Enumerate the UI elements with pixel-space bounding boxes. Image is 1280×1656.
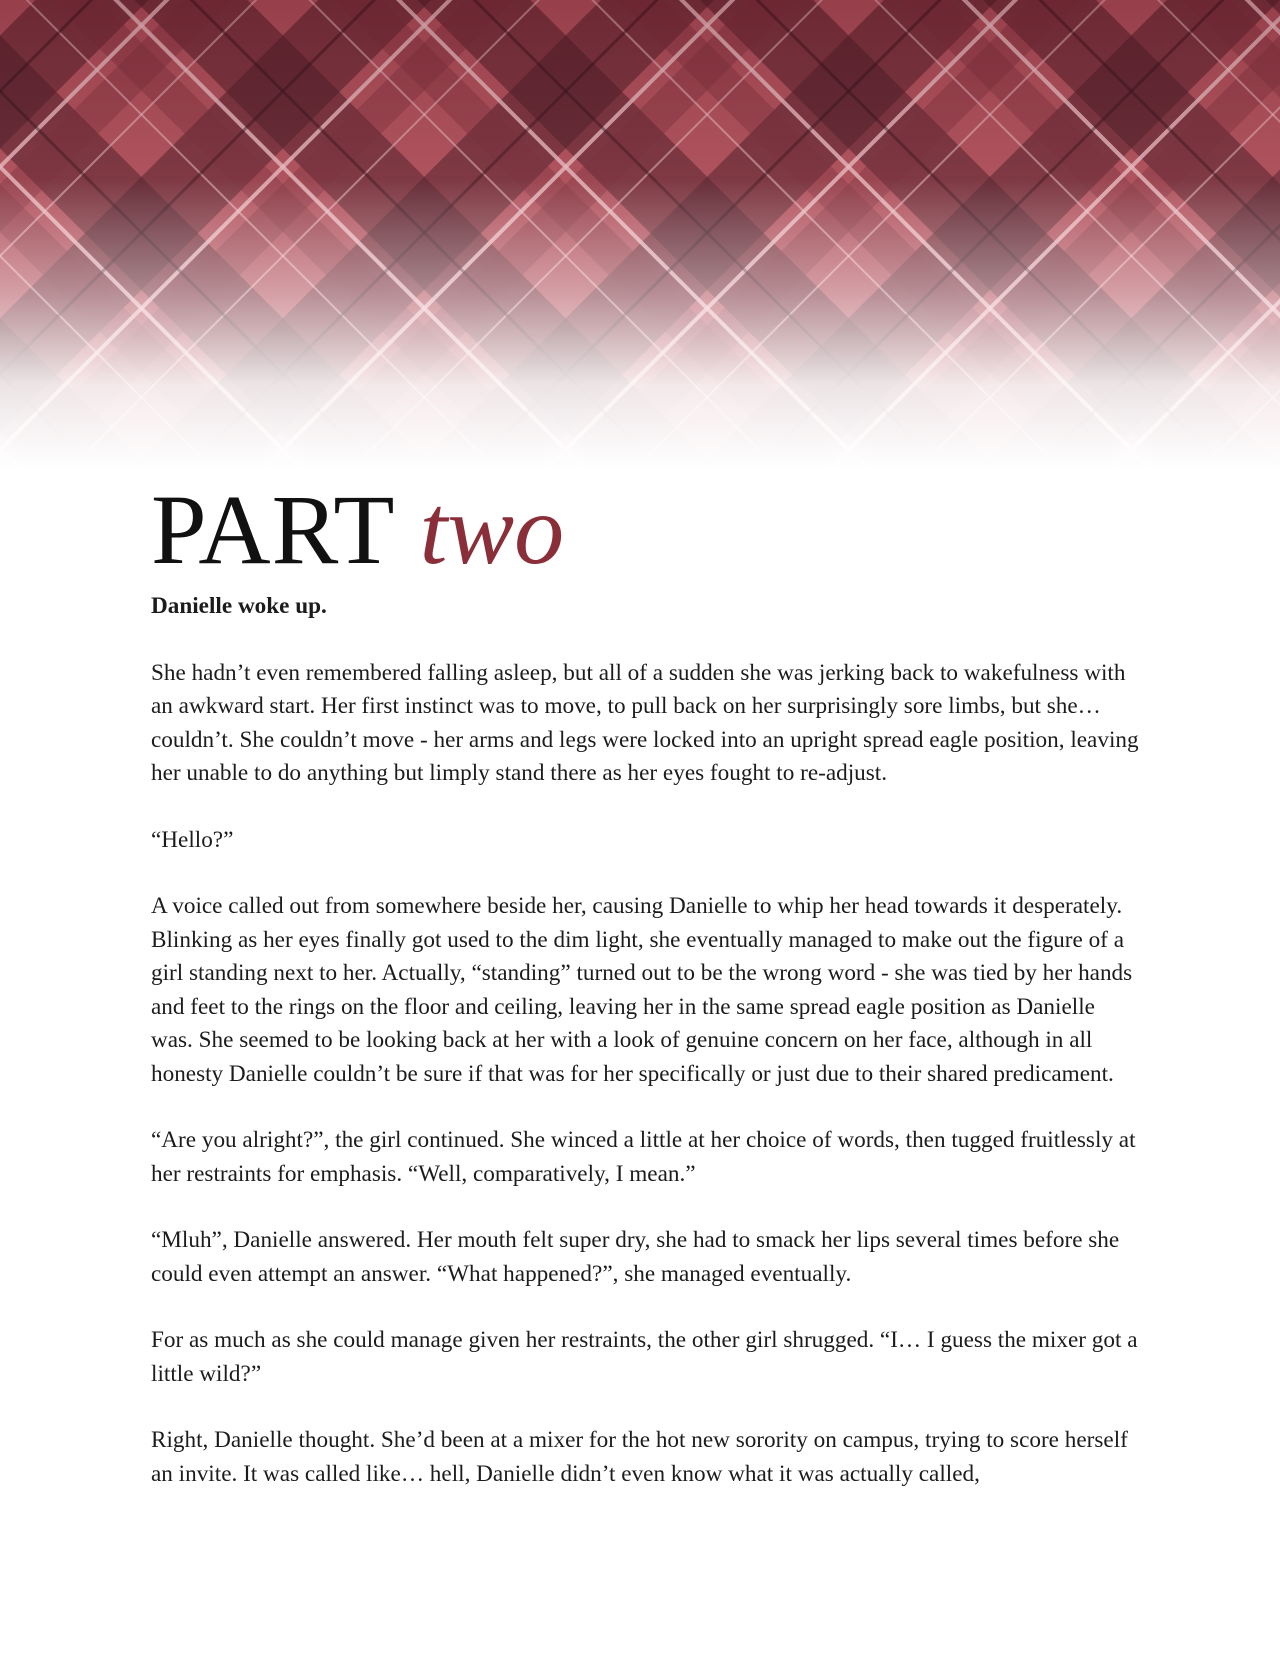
body-paragraph: A voice called out from somewhere beside her, causing Danielle to whip her head towards it desperately. Blinking as her eyes finally got used to the dim light, she eventually managed to make out the figure of a girl standing next to her. Actually, “standing” turned out to be the wrong word - she was tied by her hands and feet to the rings on the floor and ceiling, leaving her in the same spread eagle position as Danielle was. She seemed to be looking back at her with a look of genuine concern on her face, although in all honesty Danielle couldn’t be sure if that was for her specifically or just due to their shared predicament. [151, 893, 1133, 1087]
chapter-title [151, 470, 1141, 590]
chapter-title-word: PART [151, 474, 394, 585]
plaid-header-banner [0, 0, 1280, 470]
page-content [151, 470, 1141, 1524]
chapter-title-accent: two [419, 474, 565, 585]
body-paragraph: “Hello?” [151, 826, 234, 853]
body-paragraph: She hadn’t even remembered falling asleep, but all of a sudden she was jerking back to wakefulness with an awkward start. Her first instinct was to move, to pull back on her surprisingly sore limbs, but she… couldn’t. She couldn’t move - her arms and legs were locked into an upright spread eagle position, leaving her unable to do anything but limply stand there as her eyes fought to re-adjust. [151, 659, 1139, 786]
opening-line: Danielle woke up. [151, 593, 327, 619]
body-paragraph: “Are you alright?”, the girl continued. She winced a little at her choice of words, then tugged fruitlessly at her restraints for emphasis. “Well, comparatively, I mean.” [151, 1127, 1136, 1187]
tartan-pattern-graphic [0, 0, 1280, 470]
body-paragraph: Right, Danielle thought. She’d been at a mixer for the hot new sorority on campus, trying to score herself an invite. It was called like… hell, Danielle didn’t even know what it was actually called, [151, 1427, 1128, 1487]
body-paragraph: “Mluh”, Danielle answered. Her mouth felt super dry, she had to smack her lips several times before she could even attempt an answer. “What happened?”, she managed eventually. [151, 1227, 1120, 1287]
body-paragraph: For as much as she could manage given her restraints, the other girl shrugged. “I… I guess the mixer got a little wild?” [151, 1327, 1138, 1387]
